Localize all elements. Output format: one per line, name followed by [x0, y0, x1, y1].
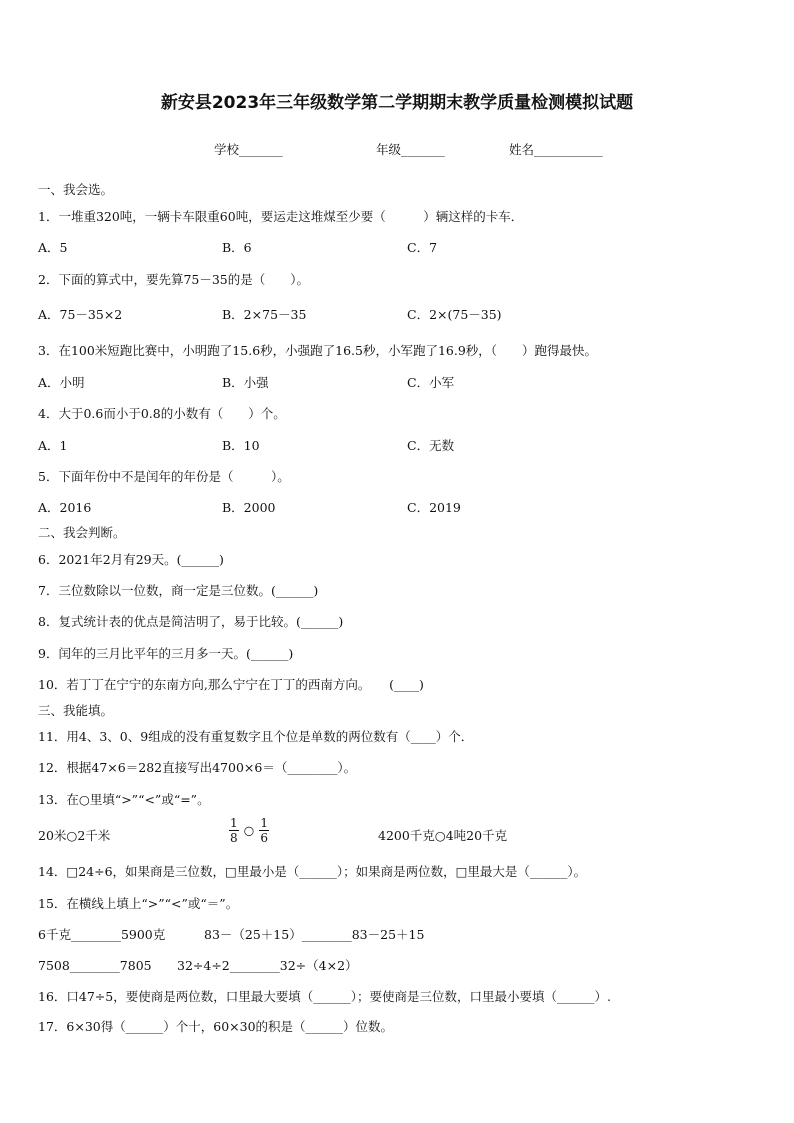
- q4-option-a: A．1: [38, 438, 68, 453]
- q13-item-a: 20米○2千米: [38, 828, 111, 843]
- q15-item-d: 32÷4÷2________32÷（4×2）: [177, 958, 358, 973]
- q2-option-b: B．2×75－35: [222, 307, 307, 322]
- q15-item-b: 83－（25＋15）________83－25＋15: [204, 927, 425, 942]
- section-1-heading: 一、我会选。: [38, 182, 114, 197]
- question-4: 4．大于0.6而小于0.8的小数有（ ）个。: [38, 406, 286, 421]
- q2-option-a: A．75－35×2: [38, 307, 123, 322]
- fraction-one-eighth: $\frac{1}{8}$: [230, 816, 238, 845]
- question-6: 6．2021年2月有29天。(______): [38, 552, 224, 567]
- q1-option-c: C．7: [407, 240, 438, 255]
- q5-option-c: C．2019: [407, 500, 461, 515]
- grade-field: 年级_______: [376, 142, 445, 157]
- question-8: 8．复式统计表的优点是简洁明了，易于比较。(______): [38, 614, 344, 629]
- question-9: 9．闰年的三月比平年的三月多一天。(______): [38, 646, 294, 661]
- question-11: 11．用4、3、0、9组成的没有重复数字且个位是单数的两位数有（____）个．: [38, 729, 474, 744]
- q13-item-c: 4200千克○4吨20千克: [378, 828, 508, 843]
- q5-option-a: A．2016: [38, 500, 92, 515]
- q4-option-b: B．10: [222, 438, 260, 453]
- fraction-one-sixth: $\frac{1}{6}$: [260, 816, 268, 845]
- q2-option-c: C．2×(75－35): [407, 307, 502, 322]
- school-field: 学校_______: [214, 142, 283, 157]
- q5-option-b: B．2000: [222, 500, 276, 515]
- q13-item-b: [229, 816, 269, 845]
- question-1: 1．一堆重320吨，一辆卡车限重60吨，要运走这堆煤至少要（ ）辆这样的卡车．: [38, 209, 524, 224]
- page-title: 新安县2023年三年级数学第二学期期末教学质量检测模拟试题: [160, 93, 634, 113]
- question-10: 10．若丁丁在宁宁的东南方向,那么宁宁在丁丁的西南方向。 (____): [38, 677, 424, 692]
- question-3: 3．在100米短跑比赛中，小明跑了15.6秒，小强跑了16.5秒，小军跑了16.9秒，（ ）跑得最快。: [38, 343, 598, 358]
- question-7: 7．三位数除以一位数，商一定是三位数。(______): [38, 583, 319, 598]
- question-15: 15．在横线上填上“>”“<”或“＝”。: [38, 896, 239, 911]
- q3-option-b: B．小强: [222, 375, 269, 390]
- section-3-heading: 三、我能填。: [38, 703, 114, 718]
- section-2-heading: 二、我会判断。: [38, 525, 126, 540]
- compare-circle: ○: [243, 823, 255, 838]
- q4-option-c: C．无数: [407, 438, 455, 453]
- question-16: 16．口47÷5，要使商是两位数，口里最大要填（______）；要使商是三位数，口里最小要填（______）.: [38, 989, 611, 1004]
- q1-option-a: A．5: [38, 240, 68, 255]
- q15-item-c: 7508________7805: [38, 958, 152, 973]
- q1-option-b: B．6: [222, 240, 252, 255]
- q3-option-c: C．小军: [407, 375, 455, 390]
- q3-option-a: A．小明: [38, 375, 85, 390]
- question-12: 12．根据47×6＝282直接写出4700×6＝（________）。: [38, 760, 357, 775]
- name-field: 姓名___________: [509, 142, 603, 157]
- q15-item-a: 6千克________5900克: [38, 927, 166, 942]
- question-14: 14．□24÷6，如果商是三位数，□里最小是（______）；如果商是两位数，□里最大是（______）。: [38, 864, 587, 879]
- question-13: 13．在○里填“>”“<”或“=”。: [38, 792, 210, 807]
- question-17: 17．6×30得（______）个十，60×30的积是（______）位数。: [38, 1019, 394, 1034]
- question-2: 2．下面的算式中，要先算75－35的是（ ）。: [38, 272, 310, 287]
- question-5: 5．下面年份中不是闰年的年份是（ ）。: [38, 469, 290, 484]
